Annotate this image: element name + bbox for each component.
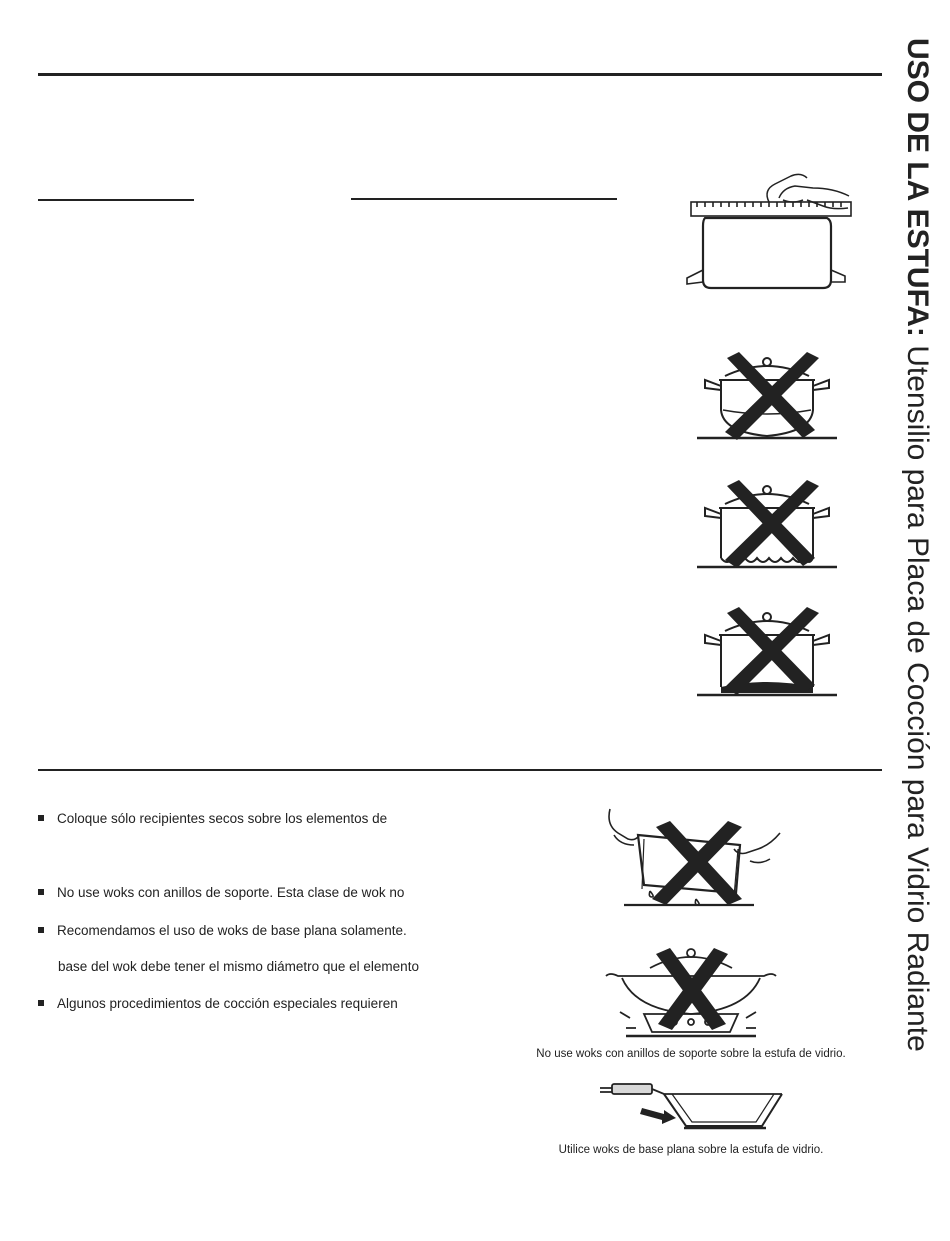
heading-rule-right [351, 198, 617, 200]
rounded-bottom-pot-crossed-icon [697, 350, 842, 445]
bullet-item-no-ring-woks [38, 884, 404, 902]
bullet-text: Algunos procedimientos de cocción especiales requieren [57, 996, 398, 1011]
wet-pot-crossed-icon [600, 805, 790, 910]
pan-flatness-check-icon [683, 170, 863, 300]
ridged-bottom-pot-crossed-icon [697, 478, 842, 573]
bullet-item-dry-pans [38, 810, 387, 828]
bullet-square-icon [38, 927, 44, 933]
bullet-item-flat-woks [38, 922, 407, 940]
flat-wok-caption: Utilice woks de base plana sobre la estufa de vidrio. [558, 1144, 824, 1156]
bullet-text: Coloque sólo recipientes secos sobre los elementos de [57, 811, 388, 826]
heading-rule-left [38, 199, 194, 201]
middle-section-rule [38, 769, 882, 771]
top-section-rule [38, 73, 882, 76]
bullet-square-icon [38, 815, 44, 821]
warped-bottom-pot-crossed-icon [697, 605, 842, 700]
ring-wok-caption: No use woks con anillos de soporte sobre la estufa de vidrio. [536, 1048, 846, 1060]
bullet-square-icon [38, 1000, 44, 1006]
flat-bottom-wok-icon [598, 1080, 788, 1135]
bullet-continuation-line: base del wok debe tener el mismo diámetro que el elemento [58, 959, 419, 974]
bullet-item-special-procedures [38, 995, 398, 1013]
bullet-text: No use woks con anillos de soporte. Esta clase de wok no [57, 885, 405, 900]
side-title-bold: USO DE LA ESTUFA: [901, 38, 934, 337]
ring-wok-crossed-icon [596, 948, 786, 1040]
bullet-square-icon [38, 889, 44, 895]
side-title-regular: Utensilio para Placa de Cocción para Vidrio Radiante [901, 336, 934, 1052]
bullet-text: Recomendamos el uso de woks de base plana solamente. [57, 923, 407, 938]
side-title [892, 38, 942, 1052]
